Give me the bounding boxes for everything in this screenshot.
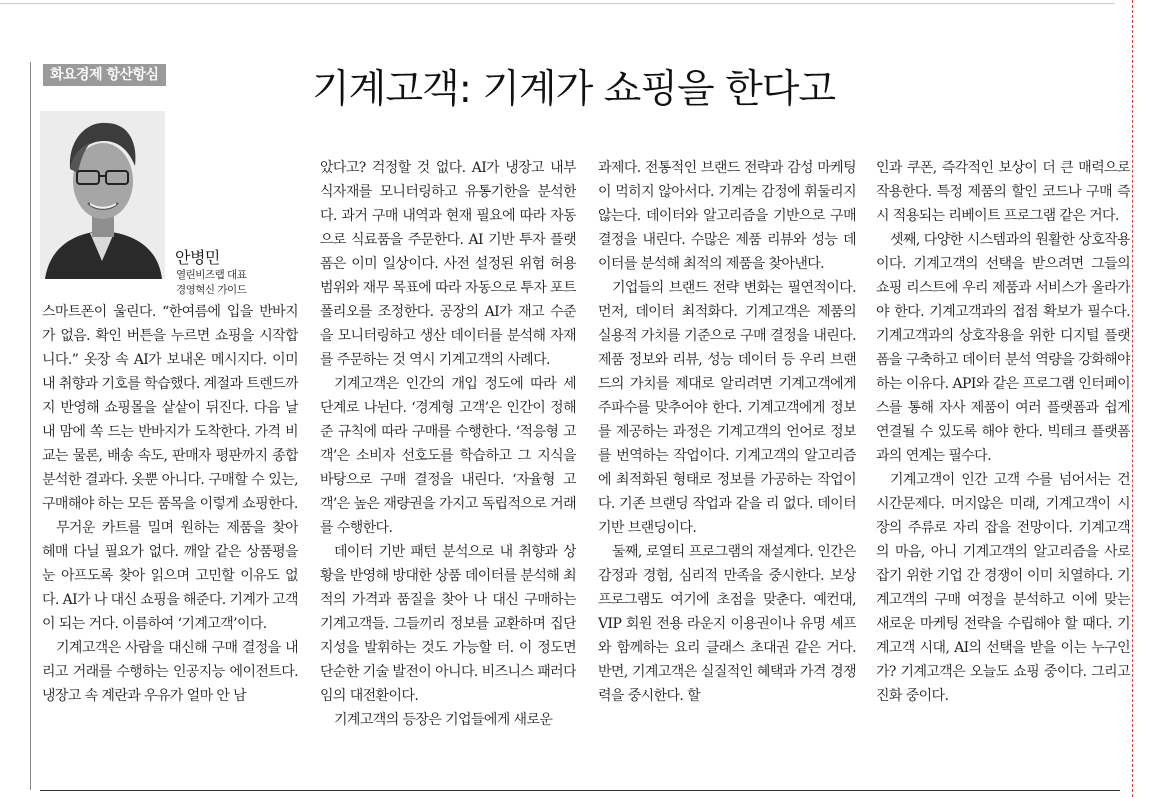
article-column-1 <box>42 300 298 780</box>
top-rule <box>0 3 1115 4</box>
article-paragraph: 셋째, 다양한 시스템과의 원활한 상호작용이다. 기계고객의 선택을 받으려면 그들의 쇼핑 리스트에 우리 제품과 서비스가 올라가야 한다. 기계고객과의 접점 확보가 필수다. 기계고객과의 상호작용을 위한 디지털 플랫폼을 구축하고 데이터 분석 역량을 강화해야 하는 이유다. API와 같은 프로그램 인터페이스를 통해 자사 제품이 여러 플랫폼과 쉽게 연결될 수 있도록 해야 한다. 빅테크 플랫폼과의 연계는 필수다. <box>876 232 1130 464</box>
article-paragraph: 았다고? 걱정할 것 없다. AI가 냉장고 내부 식자재를 모니터링하고 유통기한을 분석한다. 과거 구매 내역과 현재 필요에 따라 자동으로 식료품을 주문한다. AI 기반 투자 플랫폼은 이미 일상이다. 사전 설정된 위험 허용 범위와 재무 목표에 따라 자동으로 투자 포트폴리오를 조정한다. 공장의 AI가 재고 수준을 모니터링하고 생산 데이터를 분석해 자재를 주문하는 것 역시 기계고객의 사례다. <box>320 160 576 368</box>
page-edge-guide <box>1132 0 1133 797</box>
article-paragraph: 인과 쿠폰, 즉각적인 보상이 더 큰 매력으로 작용한다. 특정 제품의 할인 코드나 구매 즉시 적용되는 리베이트 프로그램 같은 거다. <box>876 160 1130 224</box>
column-series-label: 화요경제 항산항심 <box>43 64 166 86</box>
article-paragraph: 기계고객은 사람을 대신해 구매 결정을 내리고 거래를 수행하는 인공지능 에이전트다. 냉장고 속 계란과 우유가 얼마 안 남 <box>42 640 298 704</box>
article-column-3 <box>598 156 856 780</box>
article-paragraph: 둘째, 로열티 프로그램의 재설계다. 인간은 감정과 경험, 심리적 만족을 중시한다. 보상 프로그램도 여기에 초점을 맞춘다. 예컨대, VIP 회원 전용 라운지 이용권이나 유명 셰프와 함께하는 요리 클래스 초대권 같은 거다. 반면, 기계고객은 실질적인 혜택과 가격 경쟁력을 중시한다. 할 <box>598 544 856 704</box>
article-paragraph: 스마트폰이 울린다. “한여름에 입을 반바지가 없음. 확인 버튼을 누르면 쇼핑을 시작합니다.” 옷장 속 AI가 보내온 메시지다. 이미 내 취향과 기호를 학습했다. 계절과 트렌드까지 반영해 쇼핑몰을 샅샅이 뒤진다. 다음 날 내 맘에 쏙 드는 반바지가 도착한다. 가격 비교는 물론, 배송 속도, 판매자 평판까지 종합 분석한 결과다. 옷뿐 아니다. 구매할 수 있는, 구매해야 하는 모든 품목을 이렇게 쇼핑한다. <box>42 304 298 512</box>
article-paragraph: 무거운 카트를 밀며 원하는 제품을 찾아 헤매 다닐 필요가 없다. 깨알 같은 상품평을 눈 아프도록 찾아 읽으며 고민할 이유도 없다. AI가 나 대신 쇼핑을 해준다. 기계가 고객이 되는 거다. 이름하여 ‘기계고객’이다. <box>42 520 298 632</box>
article-column-2 <box>320 156 576 780</box>
article-column-4 <box>876 156 1130 780</box>
bottom-rule <box>40 790 1120 791</box>
article-headline: 기계고객: 기계가 쇼핑을 한다고 <box>312 67 836 112</box>
article-paragraph: 데이터 기반 패턴 분석으로 내 취향과 상황을 반영해 방대한 상품 데이터를 분석해 최적의 가격과 품질을 찾아 나 대신 구매하는 기계고객들. 그들끼리 정보를 교환하며 집단지성을 발휘하는 것도 가능할 터. 이 정도면 단순한 기술 발전이 아니다. 비즈니스 패러다임의 대전환이다. <box>320 544 576 704</box>
article-paragraph: 기계고객의 등장은 기업들에게 새로운 <box>334 712 553 728</box>
author-portrait-image <box>40 111 165 279</box>
author-photo <box>40 111 165 279</box>
article-paragraph: 기업들의 브랜드 전략 변화는 필연적이다. 먼저, 데이터 최적화다. 기계고객은 제품의 실용적 가치를 기준으로 구매 결정을 내린다. 제품 정보와 리뷰, 성능 데이터 등 우리 브랜드의 가치를 제대로 알리려면 기계고객에게 주파수를 맞추어야 한다. 기계고객에게 정보를 제공하는 과정은 기계고객의 언어로 정보를 번역하는 작업이다. 기계고객의 알고리즘에 최적화된 형태로 정보를 가공하는 작업이다. 기존 브랜딩 작업과 같을 리 없다. 데이터 기반 브랜딩이다. <box>598 280 856 536</box>
author-name: 안병민 <box>175 248 220 267</box>
article-paragraph: 기계고객은 인간의 개입 정도에 따라 세 단계로 나뉜다. ‘경계형 고객’은 인간이 정해준 규칙에 따라 구매를 수행한다. ‘적응형 고객’은 소비자 선호도를 학습하고 그 지식을 바탕으로 구매 결정을 내린다. ‘자율형 고객’은 높은 재량권을 가지고 독립적으로 거래를 수행한다. <box>320 376 576 536</box>
article-paragraph: 과제다. 전통적인 브랜드 전략과 감성 마케팅이 먹히지 않아서다. 기계는 감정에 휘둘리지 않는다. 데이터와 알고리즘을 기반으로 구매 결정을 내린다. 수많은 제품 리뷰와 성능 데이터를 분석해 최적의 제품을 찾아낸다. <box>598 160 856 272</box>
author-title-line2: 경영혁신 가이드 <box>176 284 247 296</box>
left-margin-rule <box>30 62 31 790</box>
author-title-line1: 열린비즈랩 대표 <box>176 269 247 281</box>
article-paragraph: 기계고객이 인간 고객 수를 넘어서는 건 시간문제다. 머지않은 미래, 기계고객이 시장의 주류로 자리 잡을 전망이다. 기계고객의 마음, 아니 기계고객의 알고리즘을 사로잡기 위한 기업 간 경쟁이 이미 치열하다. 기계고객의 구매 여정을 분석하고 이에 맞는 새로운 마케팅 전략을 수립해야 할 때다. 기계고객 시대, AI의 선택을 받을 이는 누구인가? 기계고객은 오늘도 쇼핑 중이다. 그리고 진화 중이다. <box>876 472 1130 704</box>
